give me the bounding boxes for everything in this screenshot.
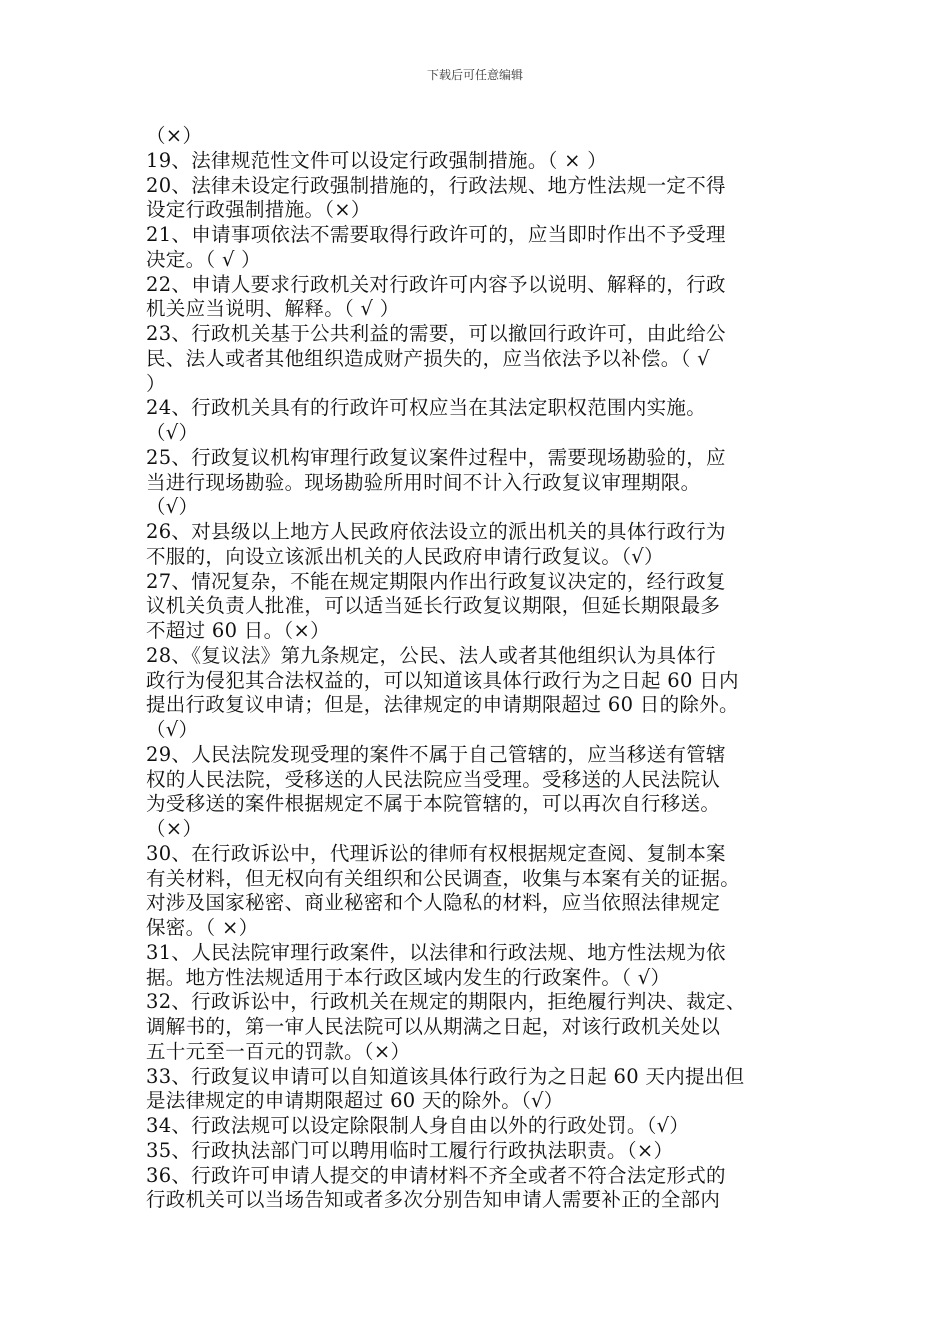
text-line: 26、对县级以上地方人民政府依法设立的派出机关的具体行政行为 (146, 520, 726, 543)
text-line: 当进行现场勘验。现场勘验所用时间不计入行政复议审理期限。 (146, 470, 701, 494)
text-line: 为受移送的案件根据规定不属于本院管辖的，可以再次自行移送。 (146, 792, 721, 816)
text-line: 20、法律未设定行政强制措施的，行政法规、地方性法规一定不得 (146, 173, 726, 197)
text-line: 提出行政复议申请；但是，法律规定的申请期限超过 60 日的除外。 (146, 693, 739, 717)
text-line: （×） (146, 124, 203, 147)
text-line: 议机关负责人批准，可以适当延长行政复议期限，但延长期限最多 (146, 594, 721, 618)
text-line: 36、行政许可申请人提交的申请材料不齐全或者不符合法定形式的 (146, 1163, 726, 1187)
text-line: 设定行政强制措施。（×） (146, 198, 371, 222)
text-line: 机关应当说明、解释。（ √ ） (146, 297, 400, 321)
text-line: 21、申请事项依法不需要取得行政许可的，应当即时作出不予受理 (146, 223, 726, 246)
text-line: 19、法律规范性文件可以设定行政强制措施。（ × ） (146, 148, 608, 172)
text-line: 行政机关可以当场告知或者多次分别告知申请人需要补正的全部内 (146, 1188, 721, 1212)
text-line: 不超过 60 日。（×） (146, 619, 330, 642)
text-line: （√） (146, 718, 199, 741)
page-header: 下载后可任意编辑 (426, 68, 523, 82)
text-line: 22、申请人要求行政机关对行政许可内容予以说明、解释的，行政 (146, 272, 726, 296)
text-line: 34、行政法规可以设定除限制人身自由以外的行政处罚。（√） (146, 1114, 690, 1137)
document-body (146, 124, 808, 1213)
text-line: 对涉及国家秘密、商业秘密和个人隐私的材料，应当依照法律规定 (146, 891, 721, 915)
text-line: （√） (146, 495, 199, 519)
text-line: 五十元至一百元的罚款。（×） (146, 1039, 411, 1063)
text-line: 民、法人或者其他组织造成财产损失的，应当依法予以补偿。（ √ (146, 346, 710, 370)
text-line: 33、行政复议申请可以自知道该具体行政行为之日起 60 天内提出但 (146, 1064, 745, 1088)
text-line: 保密。（ ×） (146, 916, 259, 939)
text-line: 是法律规定的申请期限超过 60 天的除外。（√） (146, 1089, 564, 1113)
text-line: 24、行政机关具有的行政许可权应当在其法定职权范围内实施。 (146, 396, 707, 420)
text-line: 不服的，向设立该派出机关的人民政府申请行政复议。（√） (146, 544, 664, 568)
text-line: 25、行政复议机构审理行政复议案件过程中，需要现场勘验的，应 (146, 445, 726, 469)
text-line: 有关材料，但无权向有关组织和公民调查，收集与本案有关的证据。 (146, 866, 741, 890)
text-line: 35、行政执法部门可以聘用临时工履行行政执法职责。（×） (146, 1138, 674, 1162)
text-line: 30、在行政诉讼中，代理诉讼的律师有权根据规定查阅、复制本案 (146, 841, 726, 865)
text-line: 政行为侵犯其合法权益的，可以知道该具体行政行为之日起 60 日内 (146, 668, 739, 692)
text-line: 32、行政诉讼中，行政机关在规定的期限内，拒绝履行判决、裁定、 (146, 990, 746, 1014)
text-line: （×） (146, 817, 203, 840)
text-line: 调解书的，第一审人民法院可以从期满之日起，对该行政机关处以 (146, 1015, 721, 1038)
text-line: 决定。（ √ ） (146, 247, 261, 271)
text-line: 31、人民法院审理行政案件，以法律和行政法规、地方性法规为依 (146, 940, 726, 964)
text-line: 28、《复议法》第九条规定，公民、法人或者其他组织认为具体行 (146, 643, 717, 667)
text-line: 23、行政机关基于公共利益的需要，可以撤回行政许可，由此给公 (146, 322, 726, 345)
text-line: （√） (146, 421, 199, 444)
text-line: ） (146, 371, 166, 395)
text-line: 据。地方性法规适用于本行政区域内发生的行政案件。（ √） (146, 965, 671, 989)
text-line: 权的人民法院，受移送的人民法院应当受理。受移送的人民法院认 (146, 767, 721, 791)
text-line: 27、情况复杂，不能在规定期限内作出行政复议决定的，经行政复 (146, 569, 726, 593)
text-line: 29、人民法院发现受理的案件不属于自己管辖的，应当移送有管辖 (146, 742, 726, 766)
